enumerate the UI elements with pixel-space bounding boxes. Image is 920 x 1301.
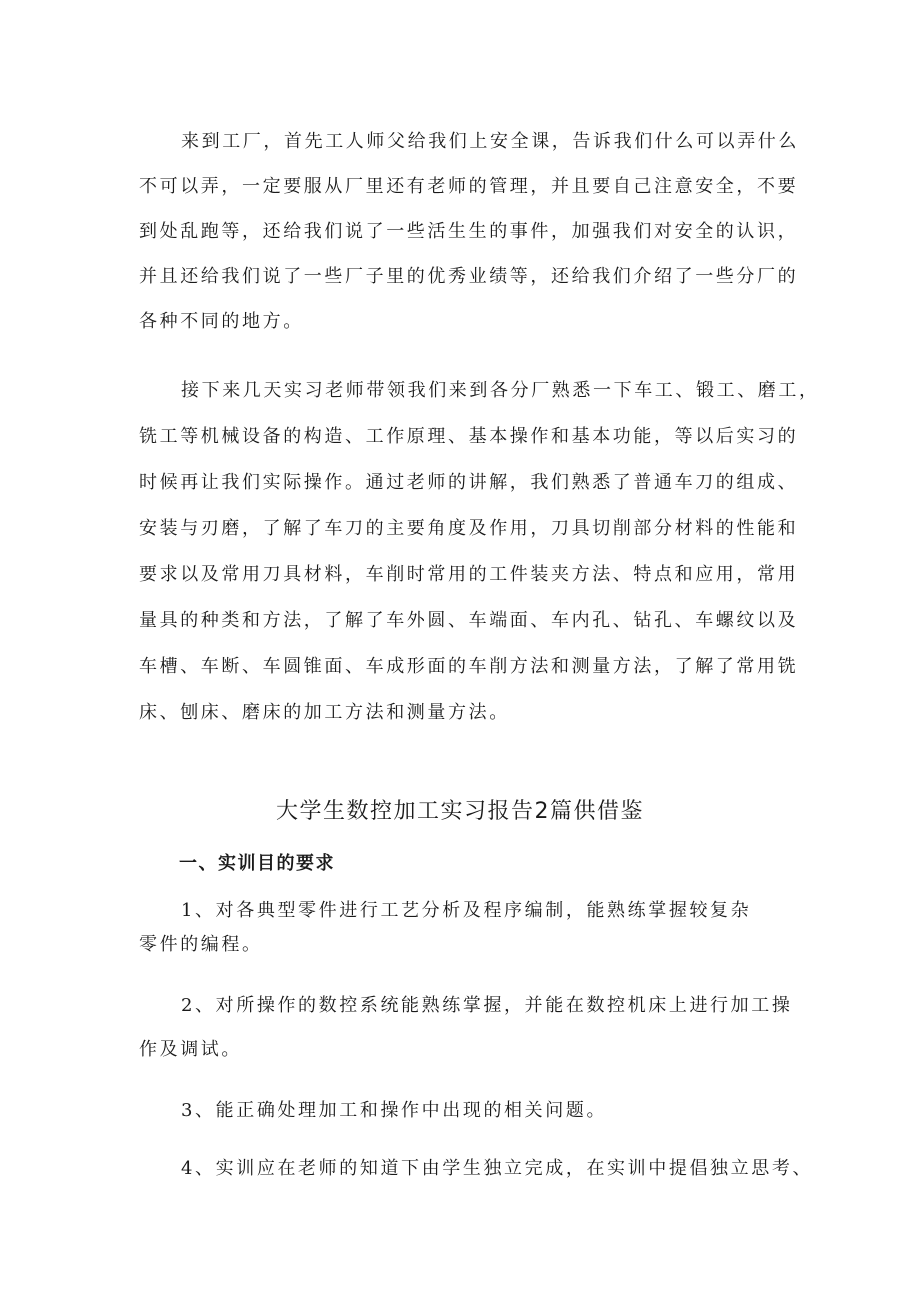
item-line: 1、对各典型零件进行工艺分析及程序编制，能熟练掌握较复杂 bbox=[181, 900, 752, 921]
requirement-item-3 bbox=[139, 1093, 799, 1129]
paragraph-line: 不可以弄，一定要服从厂里还有老师的管理，并且要自己注意安全，不要 bbox=[139, 176, 799, 197]
requirement-item-1 bbox=[139, 893, 799, 963]
section-heading: 一、实训目的要求 bbox=[179, 853, 335, 874]
paragraph-line: 到处乱跑等，还给我们说了一些活生生的事件，加强我们对安全的认识， bbox=[139, 221, 799, 242]
paragraph-line: 要求以及常用刀具材料，车削时常用的工件装夹方法、特点和应用，常用 bbox=[139, 564, 799, 585]
paragraph-line: 来到工厂，首先工人师父给我们上安全课，告诉我们什么可以弄什么 bbox=[181, 131, 799, 152]
paragraph-line: 时候再让我们实际操作。通过老师的讲解，我们熟悉了普通车刀的组成、 bbox=[139, 472, 799, 493]
body-paragraph-1 bbox=[139, 124, 799, 340]
paragraph-line: 车槽、车断、车圆锥面、车成形面的车削方法和测量方法，了解了常用铣 bbox=[139, 656, 799, 677]
requirement-item-4 bbox=[139, 1151, 814, 1187]
item-line: 4、实训应在老师的知道下由学生独立完成，在实训中提倡独立思考、 bbox=[181, 1158, 814, 1179]
document-title: 大学生数控加工实习报告2篇供借鉴 bbox=[276, 799, 644, 824]
paragraph-line: 床、刨床、磨床的加工方法和测量方法。 bbox=[139, 702, 510, 723]
item-line: 3、能正确处理加工和操作中出现的相关问题。 bbox=[181, 1100, 608, 1121]
item-line: 作及调试。 bbox=[139, 1039, 242, 1060]
body-paragraph-2 bbox=[139, 373, 820, 731]
requirement-item-2 bbox=[139, 988, 799, 1068]
paragraph-line: 量具的种类和方法，了解了车外圆、车端面、车内孔、钻孔、车螺纹以及 bbox=[139, 610, 799, 631]
item-line: 零件的编程。 bbox=[139, 934, 263, 955]
item-line: 2、对所操作的数控系统能熟练掌握，并能在数控机床上进行加工操 bbox=[181, 995, 793, 1016]
paragraph-line: 并且还给我们说了一些厂子里的优秀业绩等，还给我们介绍了一些分厂的 bbox=[139, 266, 799, 287]
paragraph-line: 各种不同的地方。 bbox=[139, 311, 304, 332]
paragraph-line: 安装与刃磨，了解了车刀的主要角度及作用，刀具切削部分材料的性能和 bbox=[139, 518, 799, 539]
paragraph-line: 铣工等机械设备的构造、工作原理、基本操作和基本功能，等以后实习的 bbox=[139, 426, 799, 447]
paragraph-line: 接下来几天实习老师带领我们来到各分厂熟悉一下车工、锻工、磨工， bbox=[181, 380, 820, 401]
